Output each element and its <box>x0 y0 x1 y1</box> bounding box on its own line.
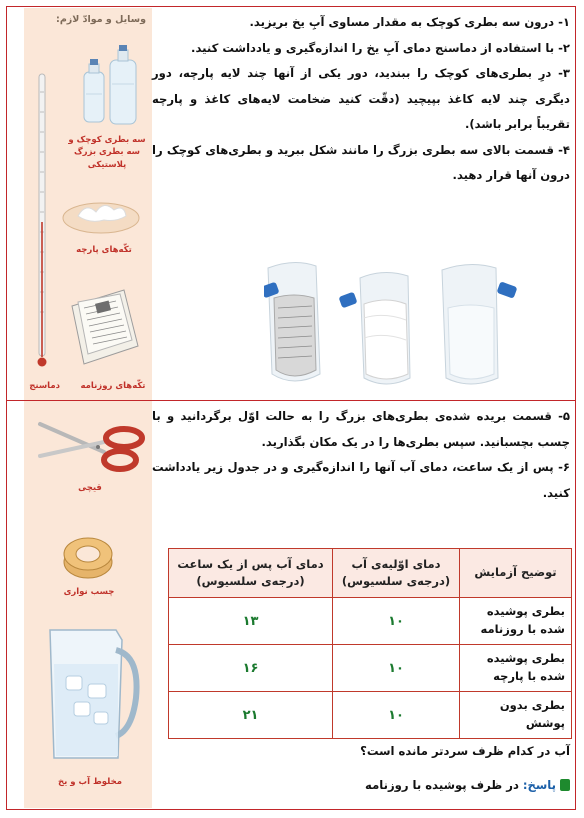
step-1: ۱- درون سه بطری کوچک به مقدار مساوی آبِ یخ بریزید. <box>249 15 570 29</box>
ice-water-label: مخلوط آب و یخ <box>58 777 122 787</box>
header-description: توضیح آزمایش <box>460 549 572 598</box>
bottles-label: سه بطری کوچک و سه بطری بزرگ پلاستیکی <box>68 135 146 170</box>
row-initial-temp: ۱۰ <box>333 645 460 692</box>
step-6: ۶- پس از یک ساعت، دمای آب آنها را اندازه‌گیری و در جدول زیر یادداشت کنید. <box>152 460 570 500</box>
tape-label: چسب نواری <box>63 587 115 597</box>
answer-label: پاسخ: <box>522 778 556 792</box>
row-after-temp: ۱۶ <box>169 645 333 692</box>
table-row <box>169 645 572 692</box>
table-row <box>169 598 572 645</box>
step-4: ۴- قسمت بالای سه بطری بزرگ را مانند شکل ببرید و بطری‌های کوچک را درون آنها قرار دهید. <box>152 142 570 182</box>
table-header-row <box>169 549 572 598</box>
answer-line <box>365 778 570 792</box>
row-description: بطری پوشیده شده با روزنامه <box>460 598 572 645</box>
row-description: بطری بدون پوشش <box>460 692 572 739</box>
question-text: آب در کدام ظرف سردتر مانده است؟ <box>360 744 570 758</box>
step-2: ۲- با استفاده از دماسنج دمای آبِ یخ را اندازه‌گیری و یادداشت کنید. <box>191 40 570 55</box>
bottles-photo <box>264 258 530 392</box>
thermometer-label: دماسنج <box>29 381 60 391</box>
row-initial-temp: ۱۰ <box>333 692 460 739</box>
answer-marker-icon <box>560 779 570 791</box>
row-description: بطری پوشیده شده با پارچه <box>460 645 572 692</box>
step-5: ۵- قسمت بریده شده‌ی بطری‌های بزرگ را به حالت اوّل برگردانید و با چسب بچسبانید. سپس بطری‌ها را در یک مکان بگذارید. <box>152 409 570 449</box>
header-after-temp: دمای آب پس از یک ساعت (درجه‌ی سلسیوس) <box>169 549 333 598</box>
instructions-lower <box>152 404 570 506</box>
newspaper-label: تکّه‌های روزنامه <box>80 381 146 391</box>
section-divider <box>6 400 576 401</box>
row-after-temp: ۱۳ <box>169 598 333 645</box>
materials-title: وسایل و موادّ لازم: <box>56 14 146 25</box>
results-table <box>168 548 572 739</box>
scissors-label: قیچی <box>78 483 102 493</box>
row-after-temp: ۲۱ <box>169 692 333 739</box>
header-initial-temp: دمای اوّلیه‌ی آب (درجه‌ی سلسیوس) <box>333 549 460 598</box>
table-row <box>169 692 572 739</box>
step-3: ۳- درِ بطری‌های کوچک را ببندید، دور یکی از آنها چند لایه پارچه، دور دیگری چند لایه کاغذ بپیچید (دقّت کنید ضخامت لایه‌های کاغذ و پارچه تقریباً برابر باشد). <box>152 66 570 131</box>
row-initial-temp: ۱۰ <box>333 598 460 645</box>
answer-text: در ظرف پوشیده با روزنامه <box>365 778 519 792</box>
cloth-label: تکّه‌های پارچه <box>76 245 132 255</box>
instructions-upper <box>152 10 570 189</box>
